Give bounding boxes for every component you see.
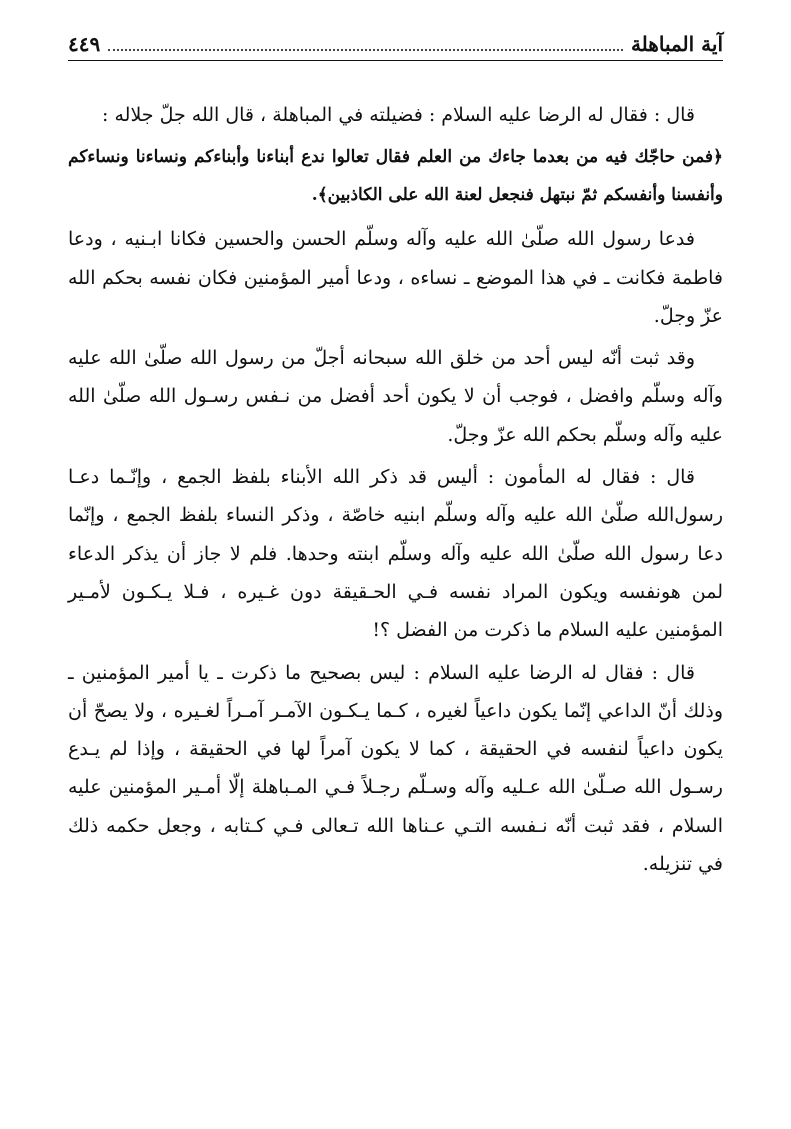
quran-verse: ﴿فمن حاجّك فيه من بعدما جاءك من العلم فقال تعالوا ندع أبناءنا وأبناءكم ونساءنا ونساءكم وأنفسنا وأنفسكم ثمّ نبتهل فنجعل لعنة الله على الكاذبين﴾. <box>68 147 723 206</box>
paragraph: قال : فقال له الرضا عليه السلام : ليس بصحيح ما ذكرت ـ يا أمير المؤمنين ـ وذلك أنّ الداعي إنّما يكون داعياً لغيره ، كـما يـكـون الآمـر آمـراً لغـيره ، ولا يصحّ أن يكون داعياً لنفسه في الحقيقة ، كما لا يكون آمراً لها في الحقيقة ، وإذا لم يـدع رسـول الله صـلّىٰ الله عـليه وآله وسـلّم رجـلاً فـي المـباهلة إلّا أمـير المؤمنين عليه السلام ، فقد ثبت أنّه نـفسه التـي عـناها الله تـعالى فـي كـتابه ، وجعل حكمه ذلك في تنزيله. <box>68 661 723 876</box>
paragraph: قال : فقال له المأمون : أليس قد ذكر الله الأبناء بلفظ الجمع ، وإنّـما دعـا رسول‌الله صلّىٰ الله عليه وآله وسلّم ابنيه خاصّة ، وذكر النساء بلفظ الجمع ، وإنّما دعا رسول الله صلّىٰ الله عليه وآله وسلّم ابنته وحدها. فلم لا جاز أن يذكر الدعاء لمن هونفسه ويكون المراد نفسه فـي الحـقيقة دون غـيره ، فـلا يـكـون لأمـير المؤمنين عليه السلام ما ذكرت من الفضل ؟! <box>68 466 723 642</box>
page-number: ٤٤٩ <box>68 32 101 56</box>
running-header <box>68 26 723 61</box>
paragraph: قال : فقال له الرضا عليه السلام : فضيلته في المباهلة ، قال الله جلّ جلاله : <box>102 104 695 126</box>
paragraph: فدعا رسول الله صلّىٰ الله عليه وآله وسلّم الحسن والحسين فكانا ابـنيه ، ودعا فاطمة فكانت ـ في هذا الموضع ـ نساءه ، ودعا أمير المؤمنين فكان نفسه بحكم الله عزّ وجلّ. <box>68 228 723 327</box>
paragraph: وقد ثبت أنّه ليس أحد من خلق الله سبحانه أجلّ من رسول الله صلّىٰ الله عليه وآله وسلّم وافضل ، فوجب أن لا يكون أحد أفضل من نـفس رسـول الله صلّىٰ الله عليه وآله وسلّم بحكم الله عزّ وجلّ. <box>68 347 723 446</box>
body-text <box>68 96 723 887</box>
leader-dots <box>108 49 623 51</box>
chapter-title: آية المباهلة <box>630 32 723 56</box>
